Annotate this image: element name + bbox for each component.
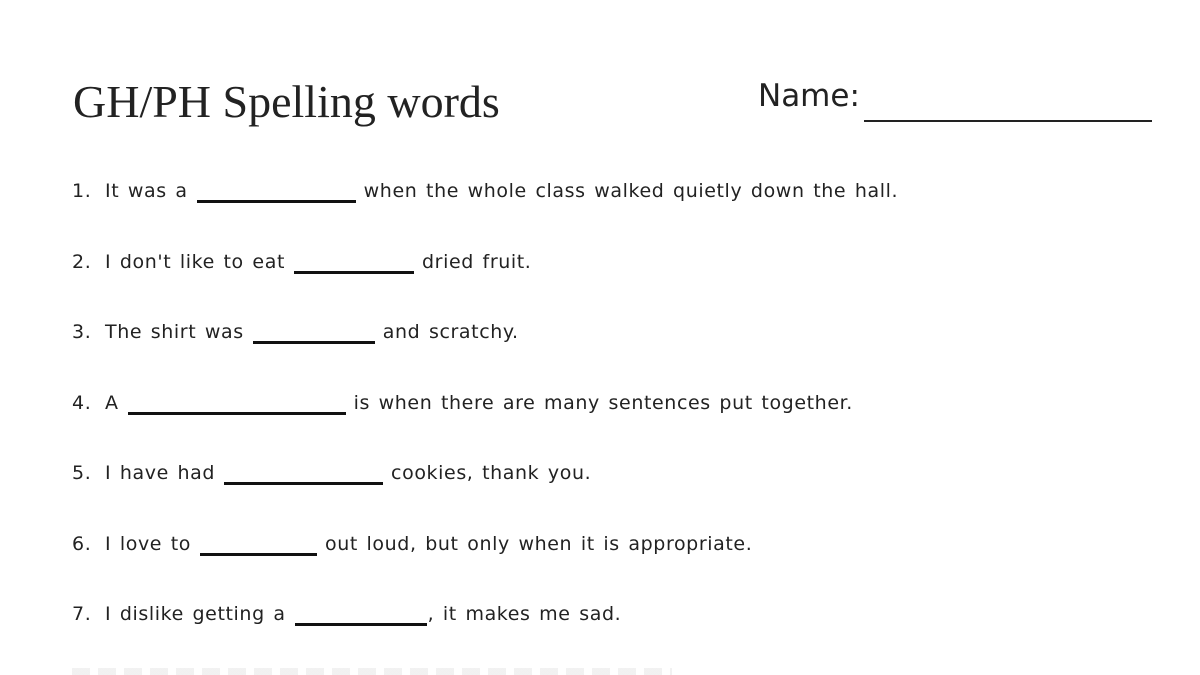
question-1	[72, 174, 898, 204]
name-label: Name:	[758, 78, 860, 114]
question-text-before: I don't like to eat	[105, 251, 285, 273]
question-number: 2.	[72, 251, 92, 273]
question-text-before: I dislike getting a	[105, 603, 286, 625]
question-number: 3.	[72, 321, 92, 343]
answer-blank[interactable]	[253, 341, 375, 344]
question-text-after: cookies, thank you.	[391, 462, 592, 484]
question-text-after: and scratchy.	[382, 321, 519, 343]
question-text-after: is when there are many sentences put together.	[353, 392, 853, 414]
question-text-after: , it makes me sad.	[427, 603, 622, 625]
question-number: 1.	[72, 180, 92, 202]
answer-blank[interactable]	[197, 200, 356, 203]
question-number: 4.	[72, 392, 92, 414]
answer-blank[interactable]	[295, 623, 427, 626]
question-text-after: dried fruit.	[422, 251, 532, 273]
question-number: 5.	[72, 462, 92, 484]
question-number: 7.	[72, 603, 92, 625]
answer-blank[interactable]	[200, 553, 317, 556]
question-text-before: I love to	[105, 533, 191, 555]
question-text-after: when the whole class walked quietly down the hall.	[363, 180, 899, 202]
worksheet-title: GH/PH Spelling words	[73, 76, 500, 127]
question-text-after: out loud, but only when it is appropriate.	[325, 533, 753, 555]
answer-blank[interactable]	[294, 271, 414, 274]
question-text-before: I have had	[105, 462, 216, 484]
question-text-before: It was a	[105, 180, 188, 202]
question-number: 6.	[72, 533, 92, 555]
question-5	[72, 456, 591, 486]
answer-blank[interactable]	[224, 482, 383, 485]
cut-off-next-question	[72, 668, 672, 675]
question-text-before: The shirt was	[105, 321, 244, 343]
question-7	[72, 597, 621, 627]
question-6	[72, 527, 752, 557]
name-blank-line[interactable]	[864, 120, 1152, 122]
question-4	[72, 386, 853, 416]
question-2	[72, 245, 531, 275]
answer-blank[interactable]	[128, 412, 346, 415]
question-text-before: A	[105, 392, 119, 414]
question-3	[72, 315, 519, 345]
